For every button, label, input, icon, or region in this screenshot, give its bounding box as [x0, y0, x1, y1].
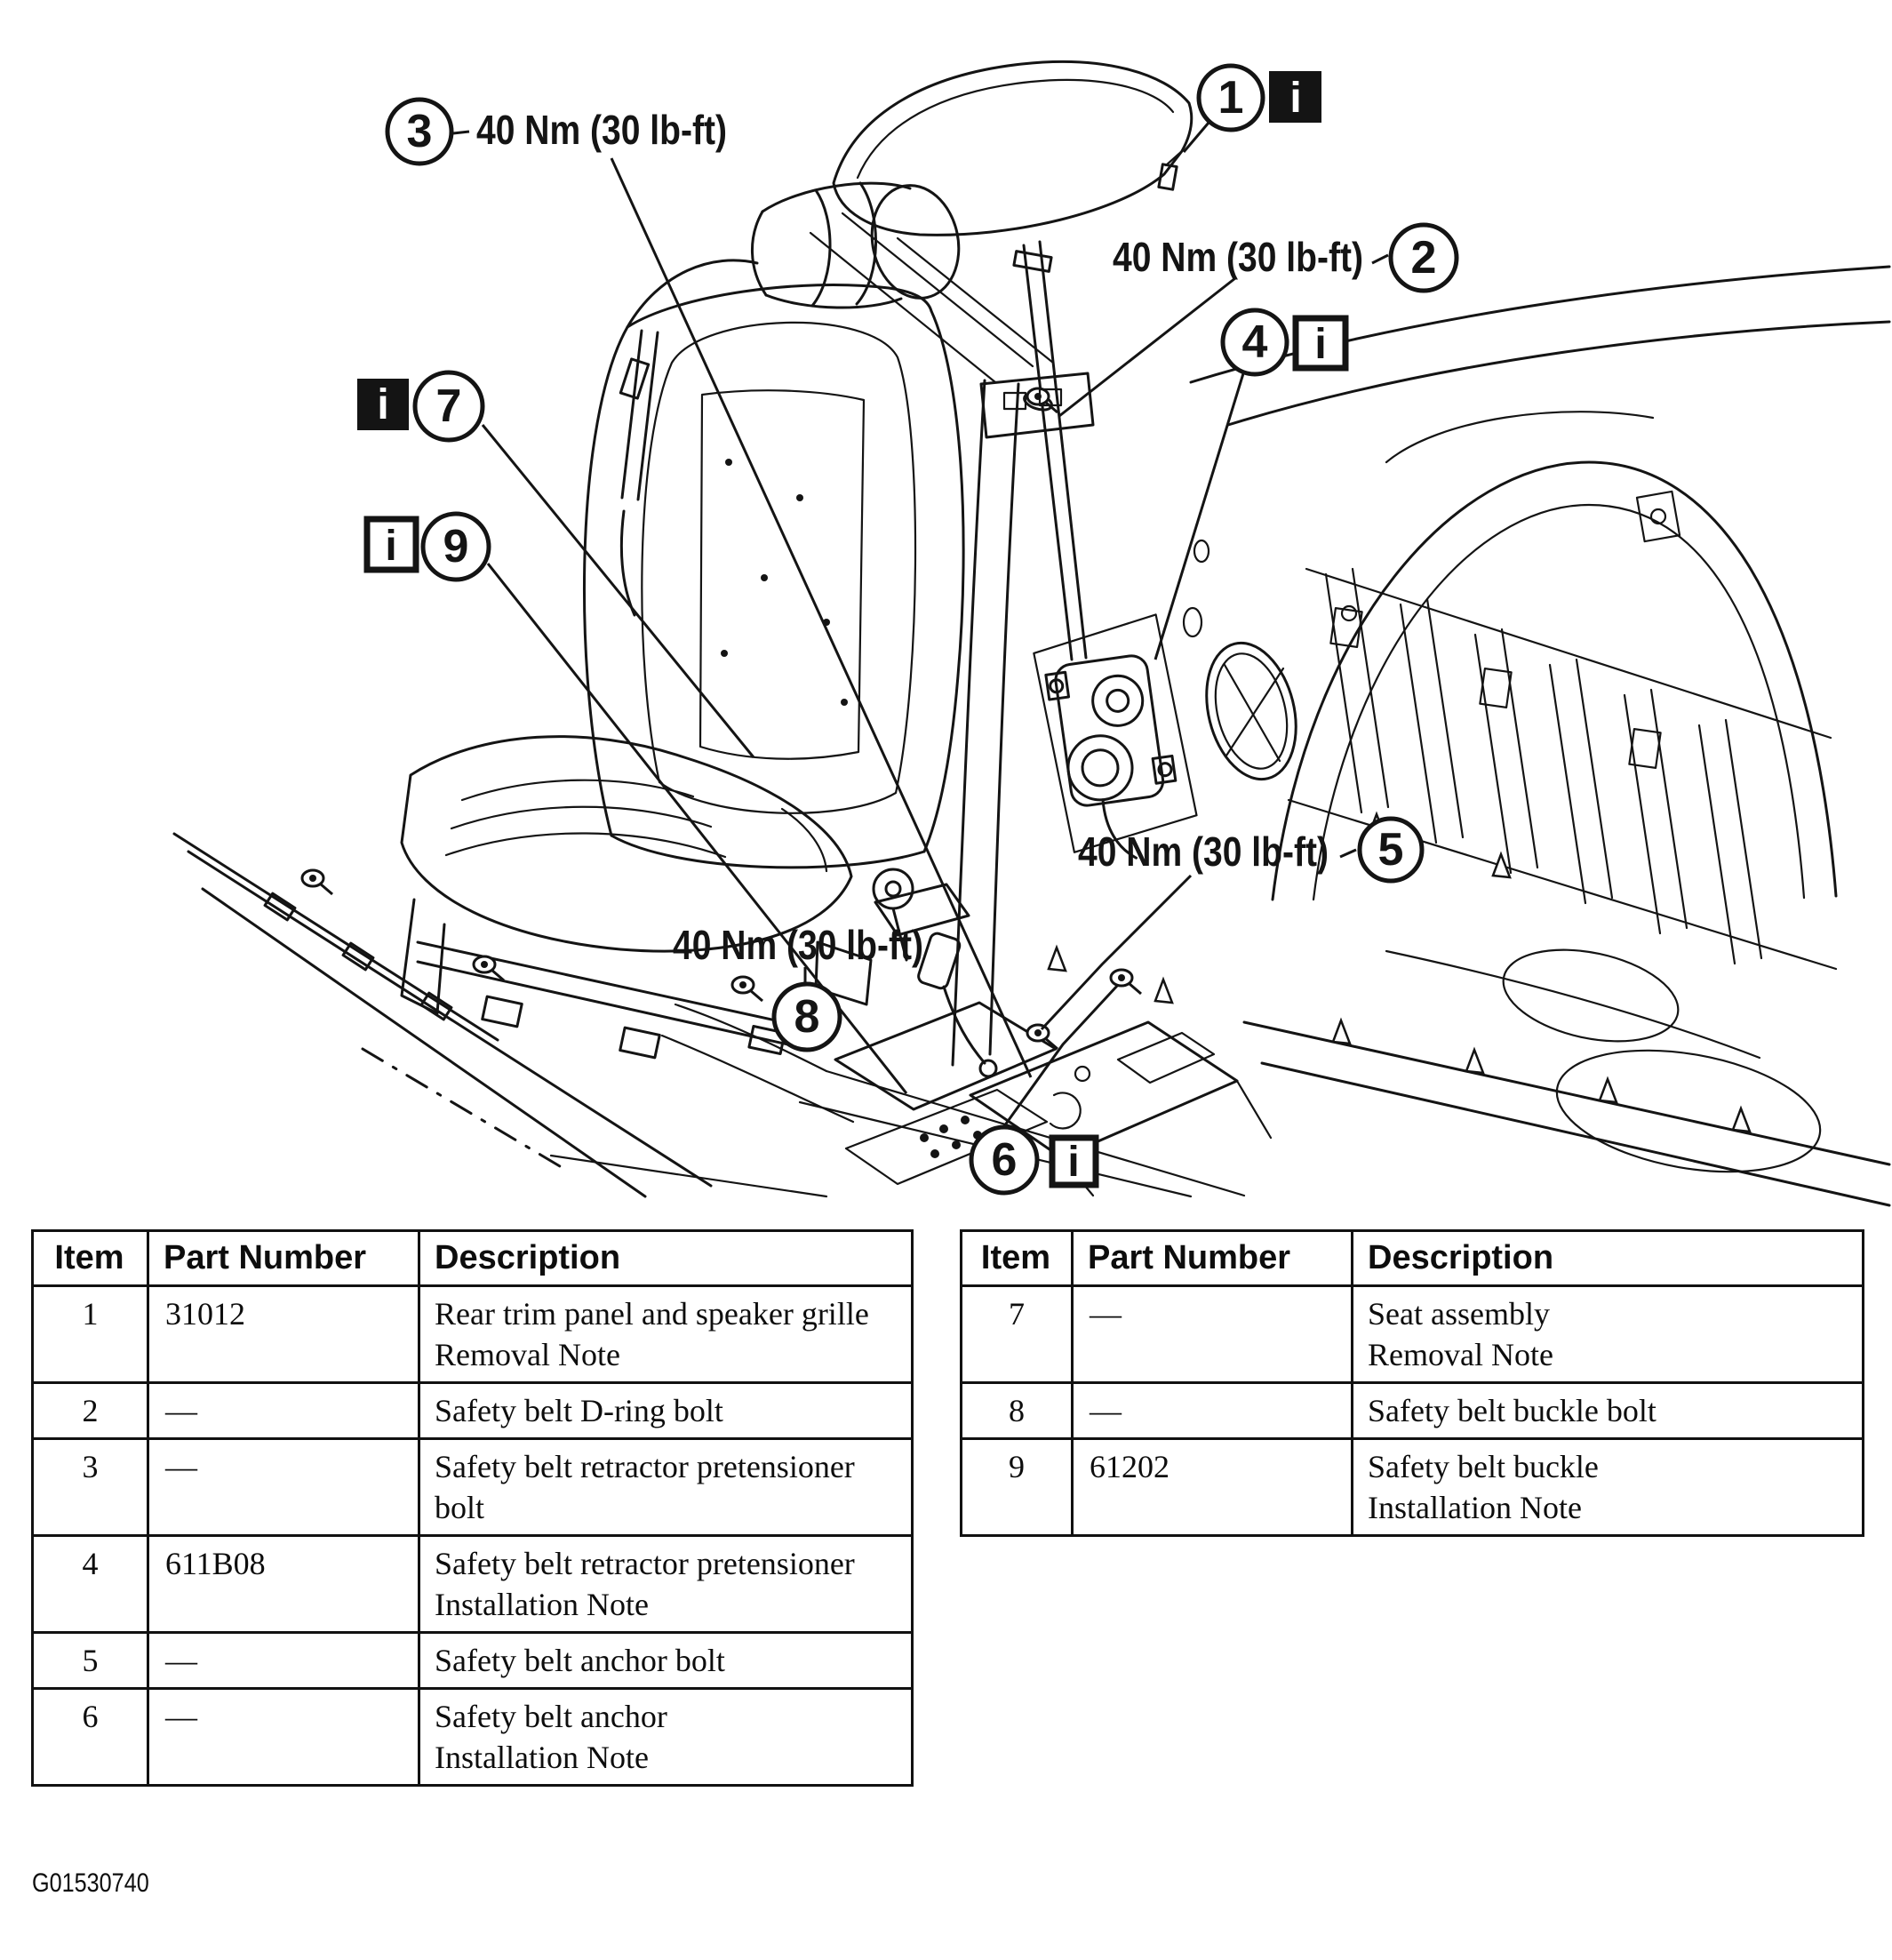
cell-item: 9 — [962, 1439, 1073, 1536]
description-line: Safety belt retractor pretensioner bolt — [435, 1449, 855, 1525]
column-header: Part Number — [148, 1231, 419, 1286]
callout-1 — [1199, 66, 1321, 130]
column-header: Item — [962, 1231, 1073, 1286]
cell-part_number: 611B08 — [148, 1536, 419, 1633]
description-line: Removal Note — [1368, 1337, 1553, 1372]
description-line: Safety belt buckle — [1368, 1449, 1599, 1484]
cell-description — [1353, 1439, 1864, 1536]
svg-text:5: 5 — [1377, 824, 1404, 876]
description-line: Installation Note — [435, 1740, 649, 1775]
callout-9 — [367, 514, 489, 580]
callout-8 — [774, 984, 840, 1050]
column-header: Description — [1353, 1231, 1864, 1286]
callout-3 — [387, 100, 451, 164]
table-row — [33, 1383, 913, 1439]
torque-label-8: 40 Nm (30 lb-ft) — [673, 922, 923, 968]
description-line: Safety belt buckle bolt — [1368, 1393, 1656, 1428]
table-row — [33, 1286, 913, 1383]
leader-2 — [1059, 278, 1235, 416]
cell-part_number: — — [148, 1439, 419, 1536]
leader-9 — [488, 564, 906, 1093]
table-header-row — [962, 1231, 1864, 1286]
cell-description — [1353, 1383, 1864, 1439]
cell-description — [419, 1439, 913, 1536]
description-line: Rear trim panel and speaker grille — [435, 1296, 869, 1332]
cell-item: 6 — [33, 1689, 148, 1786]
info-icon-glyph: i — [1314, 321, 1327, 368]
column-header: Description — [419, 1231, 913, 1286]
torque-label-3: 40 Nm (30 lb-ft) — [476, 107, 727, 153]
info-icon-glyph: i — [1067, 1139, 1080, 1186]
parts-table-items-7-9 — [960, 1229, 1864, 1537]
cell-item: 1 — [33, 1286, 148, 1383]
description-line: Safety belt anchor — [435, 1699, 667, 1734]
table-row — [962, 1439, 1864, 1536]
cell-part_number: — — [1073, 1383, 1353, 1439]
column-header: Part Number — [1073, 1231, 1353, 1286]
description-line: Seat assembly — [1368, 1296, 1550, 1332]
cell-description — [419, 1536, 913, 1633]
callout-7 — [357, 372, 483, 440]
cell-part_number: — — [148, 1689, 419, 1786]
svg-text:4: 4 — [1241, 316, 1268, 368]
description-line: Installation Note — [1368, 1490, 1582, 1525]
torque-label-2: 40 Nm (30 lb-ft) — [1113, 234, 1363, 280]
table-header-row — [33, 1231, 913, 1286]
callout-2 — [1391, 225, 1457, 291]
svg-text:8: 8 — [794, 991, 820, 1043]
cell-description — [419, 1633, 913, 1689]
cell-description — [419, 1689, 913, 1786]
callout-5 — [1360, 819, 1422, 881]
cell-item: 5 — [33, 1633, 148, 1689]
parts-table-items-1-6 — [31, 1229, 914, 1787]
svg-text:7: 7 — [435, 380, 462, 432]
description-line: Safety belt retractor pretensioner — [435, 1546, 855, 1581]
info-icon-glyph: i — [377, 381, 389, 428]
svg-text:3: 3 — [406, 106, 433, 157]
description-line: Safety belt anchor bolt — [435, 1643, 725, 1678]
svg-text:1: 1 — [1217, 72, 1244, 124]
cell-part_number: 61202 — [1073, 1439, 1353, 1536]
leader-5 — [1042, 876, 1191, 1029]
cell-item: 7 — [962, 1286, 1073, 1383]
cell-description — [1353, 1286, 1864, 1383]
leader-7 — [483, 425, 754, 757]
svg-text:9: 9 — [443, 521, 469, 572]
safety-belt-and-retractor-illustration — [1014, 242, 1201, 868]
cell-item: 2 — [33, 1383, 148, 1439]
table-row — [962, 1383, 1864, 1439]
cell-description — [419, 1383, 913, 1439]
svg-text:6: 6 — [991, 1134, 1018, 1186]
info-icon-glyph: i — [1289, 75, 1302, 122]
cell-part_number: — — [148, 1383, 419, 1439]
figure-code: G01530740 — [32, 1868, 149, 1898]
cell-part_number: 31012 — [148, 1286, 419, 1383]
table-row — [33, 1633, 913, 1689]
cell-part_number: — — [148, 1633, 419, 1689]
cell-description — [419, 1286, 913, 1383]
table-row — [962, 1286, 1864, 1383]
torque-label-5: 40 Nm (30 lb-ft) — [1078, 828, 1329, 875]
table-row — [33, 1689, 913, 1786]
cell-part_number: — — [1073, 1286, 1353, 1383]
body-structure-illustration — [800, 267, 1889, 1205]
table-row — [33, 1439, 913, 1536]
table-row — [33, 1536, 913, 1633]
callout-4 — [1223, 310, 1345, 374]
svg-text:2: 2 — [1410, 232, 1437, 284]
cell-item: 3 — [33, 1439, 148, 1536]
cell-item: 8 — [962, 1383, 1073, 1439]
description-line: Removal Note — [435, 1337, 620, 1372]
cell-item: 4 — [33, 1536, 148, 1633]
info-icon-glyph: i — [385, 523, 397, 570]
description-line: Installation Note — [435, 1587, 649, 1622]
column-header: Item — [33, 1231, 148, 1286]
description-line: Safety belt D-ring bolt — [435, 1393, 723, 1428]
